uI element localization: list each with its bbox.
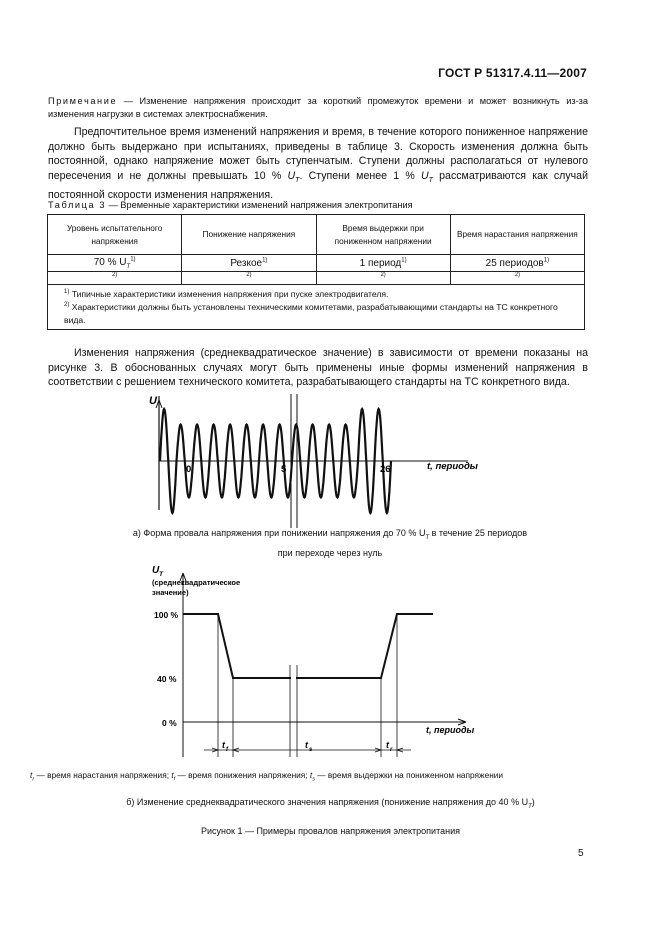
fig-a-tick-26: 26	[380, 464, 391, 475]
fig-b-y-label: U	[152, 565, 160, 576]
paragraph-1: Предпочтительное время изменений напряжения и время, в течение которого пониженное напряжение должно быть выдержано при испытаниях, приведены в таблице 3. Скорость изменения должна быть постоянной, однако напряжение может быть ступенчатым. Ступени должны располагаться от нулевого пересечения и не должны превышать 10 % $U_T$. Ступени менее 1 % $U_T$ рассматриваются как случай постоянной скорости изменения напряжения.	[48, 126, 588, 202]
fig-b-ts-label: t	[305, 740, 308, 750]
th-hold-time: Время выдержки при пониженном напряжении	[316, 215, 450, 255]
table-footnotes-row	[48, 285, 585, 330]
fig-b-rms-line	[183, 614, 433, 678]
table-caption-label: Таблица 3	[48, 200, 107, 210]
cell-hold: 1 период$^{1)}$	[316, 255, 450, 272]
cell-level: 70 % $U_T^{1)}$	[48, 255, 182, 272]
cell-reduction: Резкое$^{1)}$	[182, 255, 316, 272]
fig-a-y-label: U	[149, 395, 157, 407]
fig-b-tr-label: t	[386, 740, 389, 750]
fig-a-wave	[160, 409, 391, 513]
table-header-row	[48, 215, 585, 255]
fig-a-tick-0: 0	[186, 464, 192, 475]
para1-text-a: Предпочтительное время изменений напряжения и время, в течение которого пониженное напряжение должно быть выдержано при испытаниях, приведены в таблице 3. Скорость изменения должна быть постоянной, однако напряжение может быть ступенчатым. Ступени должны располагаться от нулевого пересечения и не должны превышать 10 %	[48, 126, 588, 182]
fig-a-tick-5: 5	[281, 464, 287, 475]
table-row	[48, 255, 585, 272]
cell-reduction-2: 2)	[182, 272, 316, 285]
para1-text-c: рассматриваются как случай постоянной скорости изменения напряжения.	[48, 169, 588, 202]
document-header: ГОСТ Р 51317.4.11—2007	[438, 66, 587, 80]
footnote-1: $^{1)}$ Типичные характеристики изменения напряжения при пуске электродвигателя.	[64, 289, 389, 299]
fig-b-y-desc-2: значение)	[152, 588, 189, 597]
fig-b-tf-label: t	[222, 740, 225, 750]
para2-text: Изменения напряжения (среднеквадратическое значение) в зависимости от времени показаны на рисунке 3. В обоснованных случаях могут быть применены иные формы изменений напряжения в соответствии с решением технического комитета, разрабатывающего стандарты на ТС конкретного вида.	[48, 347, 588, 388]
table-caption	[48, 200, 413, 210]
fig-a-x-label: t, периоды	[427, 461, 478, 472]
th-rise-time: Время нарастания напряжения	[450, 215, 584, 255]
figure-a-caption: а) Форма провала напряжения при понижении напряжения до 70 % $U_T$ в течение 25 периодов при переходе через нуль	[132, 528, 528, 558]
footnote-2: $^{2)}$ Характеристики должны быть установлены техническими комитетами, разрабатывающими стандарты на ТС конкретного вида.	[64, 302, 558, 325]
cell-level-2: 2)	[48, 272, 182, 285]
para1-u-symbol-2: U	[421, 169, 429, 182]
table-footnotes	[48, 285, 585, 330]
svg-text:r: r	[390, 747, 393, 753]
note-label: Примечание	[48, 96, 118, 106]
para1-u-symbol: U	[287, 169, 296, 182]
note-paragraph	[48, 95, 588, 121]
svg-text:T: T	[159, 571, 163, 578]
note-text: — Изменение напряжения происходит за короткий промежуток времени и может возникнуть из-за изменения нагрузки в системах электроснабжения.	[48, 96, 588, 119]
cell-hold-2: 2)	[316, 272, 450, 285]
figure-b-legend: $t_r$ — время нарастания напряжения; $t_f$ — время понижения напряжения; $t_s$ — время выдержки на пониженном напряжении	[30, 770, 504, 783]
paragraph-2	[48, 346, 588, 390]
fig-b-level-100: 100 %	[154, 610, 179, 620]
svg-text:s: s	[309, 747, 313, 753]
svg-text:f: f	[226, 747, 228, 753]
cell-rise-2: 2)	[450, 272, 584, 285]
cell-rise: 25 периодов$^{1)}$	[450, 255, 584, 272]
table-3	[47, 214, 585, 330]
fig-b-level-40: 40 %	[157, 674, 177, 684]
figure-b-caption: б) Изменение среднеквадратического значения напряжения (понижение напряжения до 40 % $U_T$)	[126, 797, 535, 810]
fig-b-x-label: t, периоды	[426, 725, 475, 735]
para1-text-b: . Ступени менее 1 %	[299, 169, 421, 182]
th-level: Уровень испытательного напряжения	[48, 215, 182, 255]
fig-b-level-0: 0 %	[162, 718, 177, 728]
table-caption-text: — Временные характеристики изменений напряжения электропитания	[106, 200, 413, 210]
th-reduction: Понижение напряжения	[182, 215, 316, 255]
figure-title: Рисунок 1 — Примеры провалов напряжения электропитания	[201, 826, 460, 836]
page-number: 5	[578, 848, 584, 859]
fig-b-y-desc-1: (среднеквадратическое	[152, 578, 241, 587]
table-row	[48, 272, 585, 285]
